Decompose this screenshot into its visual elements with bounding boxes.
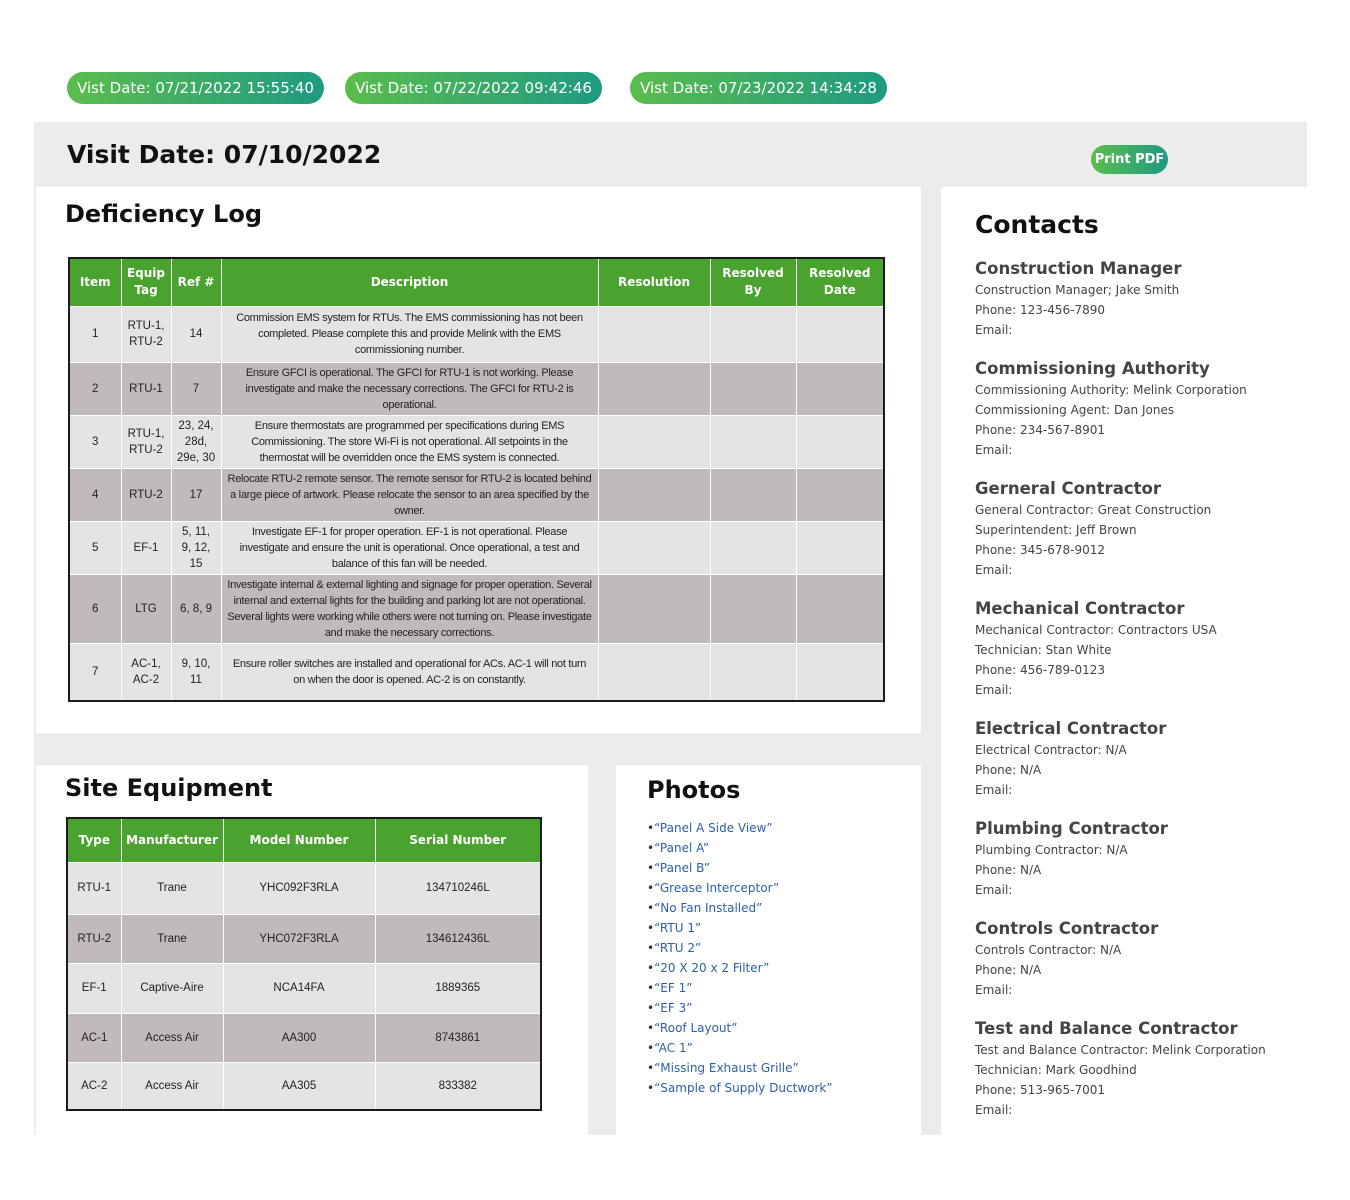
cell-model: AA305: [223, 1062, 375, 1110]
photo-link[interactable]: “EF 3”: [654, 1001, 693, 1015]
contact-group-mechanical-contractor: [975, 598, 1295, 700]
cell-manufacturer: Access Air: [121, 1062, 223, 1110]
col-type: Type: [67, 818, 121, 862]
contact-line: Plumbing Contractor: N/A: [975, 843, 1128, 857]
cell-resolved-date: [796, 306, 884, 362]
cell-item: 1: [69, 306, 121, 362]
contact-line: Technician: Stan White: [975, 643, 1112, 657]
cell-tag: EF-1: [121, 521, 171, 574]
contact-line: Phone: N/A: [975, 763, 1042, 777]
contact-line: Commissioning Authority: Melink Corporation: [975, 383, 1247, 397]
photo-link[interactable]: “No Fan Installed”: [654, 901, 763, 915]
cell-resolution: [598, 574, 710, 643]
photo-link[interactable]: “Panel A Side View”: [654, 821, 773, 835]
photo-link[interactable]: “AC 1”: [654, 1041, 693, 1055]
cell-resolved-by: [710, 362, 796, 415]
contact-line: Mechanical Contractor: Contractors USA: [975, 623, 1217, 637]
photo-link[interactable]: “EF 1”: [654, 981, 693, 995]
contact-line: General Contractor: Great Construction: [975, 503, 1212, 517]
cell-ref: 6, 8, 9: [171, 574, 221, 643]
contact-line: Phone: N/A: [975, 863, 1042, 877]
cell-resolved-date: [796, 415, 884, 468]
col-item: Item: [69, 258, 121, 306]
col-equip-tag: Equip Tag: [121, 258, 171, 306]
cell-resolution: [598, 415, 710, 468]
deficiency-log-title: Deficiency Log: [65, 200, 262, 228]
cell-description: Investigate EF-1 for proper operation. EF-1 is not operational. Please investigate and ensure the unit is operational. Once operational, a test and balance of this fan will be needed.: [221, 521, 598, 574]
col-resolution: Resolution: [598, 258, 710, 306]
photo-item: •“20 X 20 x 2 Filter”: [647, 961, 770, 975]
contact-heading: Construction Manager: [975, 259, 1182, 278]
cell-resolved-by: [710, 306, 796, 362]
contact-line: Phone: 456-789-0123: [975, 663, 1106, 677]
photo-link[interactable]: “20 X 20 x 2 Filter”: [654, 961, 770, 975]
photos-title: Photos: [647, 776, 741, 804]
cell-manufacturer: Captive-Aire: [121, 963, 223, 1013]
cell-model: YHC072F3RLA: [223, 914, 375, 963]
contact-group-electrical-contractor: [975, 718, 1295, 800]
cell-item: 5: [69, 521, 121, 574]
cell-manufacturer: Access Air: [121, 1013, 223, 1062]
cell-serial: 833382: [375, 1062, 541, 1110]
contact-heading: Gerneral Contractor: [975, 479, 1161, 498]
contact-line: Phone: 345-678-9012: [975, 543, 1106, 557]
cell-serial: 134710246L: [375, 862, 541, 914]
table-row: [69, 362, 884, 415]
cell-tag: LTG: [121, 574, 171, 643]
col-resolved-date: Resolved Date: [796, 258, 884, 306]
cell-tag: RTU-1, RTU-2: [121, 306, 171, 362]
cell-ref: 17: [171, 468, 221, 521]
col-description: Description: [221, 258, 598, 306]
deficiency-table: [68, 257, 885, 702]
visit-tab-1[interactable]: Vist Date: 07/21/2022 15:55:40: [67, 72, 324, 104]
contact-heading: Mechanical Contractor: [975, 599, 1185, 618]
cell-ref: 14: [171, 306, 221, 362]
table-row: [69, 306, 884, 362]
photo-link[interactable]: “Missing Exhaust Grille”: [654, 1061, 799, 1075]
contact-group-construction-manager: [975, 258, 1295, 340]
site-equipment-title: Site Equipment: [65, 774, 273, 802]
contact-group-general-contractor: [975, 478, 1295, 580]
cell-model: YHC092F3RLA: [223, 862, 375, 914]
photo-link[interactable]: “Panel B”: [654, 861, 710, 875]
cell-model: AA300: [223, 1013, 375, 1062]
table-row: [69, 574, 884, 643]
cell-resolved-by: [710, 415, 796, 468]
cell-type: RTU-2: [67, 914, 121, 963]
cell-resolution: [598, 468, 710, 521]
col-model-number: Model Number: [223, 818, 375, 862]
col-resolved-by: Resolved By: [710, 258, 796, 306]
photo-item: •“Grease Interceptor”: [647, 881, 780, 895]
photo-item: •“No Fan Installed”: [647, 901, 763, 915]
visit-date-title: Visit Date: 07/10/2022: [67, 140, 382, 169]
photo-link[interactable]: “Grease Interceptor”: [654, 881, 780, 895]
cell-resolved-by: [710, 468, 796, 521]
photo-link[interactable]: “Roof Layout”: [654, 1021, 738, 1035]
cell-tag: RTU-1: [121, 362, 171, 415]
photo-item: •“RTU 2”: [647, 941, 702, 955]
contact-line: Phone: N/A: [975, 963, 1042, 977]
photo-link[interactable]: “Panel A”: [654, 841, 710, 855]
photo-link[interactable]: “RTU 2”: [654, 941, 702, 955]
cell-resolved-by: [710, 521, 796, 574]
contact-line: Technician: Mark Goodhind: [975, 1063, 1137, 1077]
contact-line: Commissioning Agent: Dan Jones: [975, 403, 1175, 417]
cell-item: 2: [69, 362, 121, 415]
cell-resolved-by: [710, 574, 796, 643]
site-equipment-table: [66, 817, 542, 1111]
cell-manufacturer: Trane: [121, 914, 223, 963]
print-pdf-button[interactable]: Print PDF: [1091, 145, 1168, 174]
contact-heading: Electrical Contractor: [975, 719, 1167, 738]
cell-ref: 9, 10, 11: [171, 643, 221, 701]
cell-model: NCA14FA: [223, 963, 375, 1013]
cell-type: AC-1: [67, 1013, 121, 1062]
col-serial-number: Serial Number: [375, 818, 541, 862]
cell-description: Ensure roller switches are installed and operational for ACs. AC-1 will not turn on when the door is opened. AC-2 is on constantly.: [221, 643, 598, 701]
table-row: [69, 468, 884, 521]
contact-line: Electrical Contractor: N/A: [975, 743, 1127, 757]
contact-line: Controls Contractor: N/A: [975, 943, 1122, 957]
contact-line: Email:: [975, 323, 1013, 337]
contact-line: Test and Balance Contractor: Melink Corporation: [975, 1043, 1266, 1057]
cell-serial: 134612436L: [375, 914, 541, 963]
contact-group-controls-contractor: [975, 918, 1295, 1000]
contact-line: Email:: [975, 883, 1013, 897]
cell-description: Relocate RTU-2 remote sensor. The remote sensor for RTU-2 is located behind a large piece of artwork. Please relocate the sensor to an area specified by the owner.: [221, 468, 598, 521]
cell-manufacturer: Trane: [121, 862, 223, 914]
visit-tab-2[interactable]: Vist Date: 07/22/2022 09:42:46: [345, 72, 602, 104]
table-row: [67, 1062, 541, 1110]
cell-resolution: [598, 362, 710, 415]
cell-resolved-date: [796, 362, 884, 415]
cell-resolved-date: [796, 574, 884, 643]
contact-heading: Plumbing Contractor: [975, 819, 1168, 838]
cell-serial: 1889365: [375, 963, 541, 1013]
contact-group-commissioning-authority: [975, 358, 1295, 460]
cell-resolution: [598, 521, 710, 574]
cell-item: 3: [69, 415, 121, 468]
cell-ref: 5, 11, 9, 12, 15: [171, 521, 221, 574]
cell-tag: AC-1, AC-2: [121, 643, 171, 701]
photo-item: •“Panel B”: [647, 861, 710, 875]
visit-tab-3[interactable]: Vist Date: 07/23/2022 14:34:28: [630, 72, 887, 104]
cell-item: 7: [69, 643, 121, 701]
contact-heading: Commissioning Authority: [975, 359, 1210, 378]
cell-type: RTU-1: [67, 862, 121, 914]
contacts-title: Contacts: [975, 210, 1099, 239]
contact-line: Email:: [975, 983, 1013, 997]
photo-link[interactable]: “RTU 1”: [654, 921, 702, 935]
photo-item: •“Missing Exhaust Grille”: [647, 1061, 799, 1075]
table-row: [67, 963, 541, 1013]
contact-heading: Controls Contractor: [975, 919, 1159, 938]
photo-item: •“RTU 1”: [647, 921, 702, 935]
cell-tag: RTU-2: [121, 468, 171, 521]
table-row: [67, 914, 541, 963]
photo-item: •“AC 1”: [647, 1041, 693, 1055]
contact-group-test-and-balance: [975, 1018, 1295, 1120]
col-ref: Ref #: [171, 258, 221, 306]
deficiency-header-row: [69, 258, 884, 306]
contact-heading: Test and Balance Contractor: [975, 1019, 1238, 1038]
contact-line: Email:: [975, 683, 1013, 697]
contact-line: Superintendent: Jeff Brown: [975, 523, 1137, 537]
table-row: [67, 862, 541, 914]
cell-item: 6: [69, 574, 121, 643]
cell-type: EF-1: [67, 963, 121, 1013]
cell-ref: 23, 24, 28d, 29e, 30: [171, 415, 221, 468]
contact-line: Phone: 513-965-7001: [975, 1083, 1106, 1097]
cell-type: AC-2: [67, 1062, 121, 1110]
contact-line: Phone: 123-456-7890: [975, 303, 1106, 317]
cell-item: 4: [69, 468, 121, 521]
photo-item: •“Panel A Side View”: [647, 821, 773, 835]
table-row: [69, 521, 884, 574]
photo-link[interactable]: “Sample of Supply Ductwork”: [654, 1081, 833, 1095]
table-row: [67, 1013, 541, 1062]
photo-item: •“EF 3”: [647, 1001, 693, 1015]
photo-list: [647, 818, 833, 1098]
contact-line: Email:: [975, 443, 1013, 457]
cell-resolved-by: [710, 643, 796, 701]
cell-description: Commission EMS system for RTUs. The EMS commissioning has not been completed. Please complete this and provide Melink with the EMS commissioning number.: [221, 306, 598, 362]
contact-line: Phone: 234-567-8901: [975, 423, 1106, 437]
contact-line: Construction Manager; Jake Smith: [975, 283, 1180, 297]
photo-item: •“EF 1”: [647, 981, 693, 995]
cell-description: Ensure thermostats are programmed per specifications during EMS Commissioning. The store Wi-Fi is not operational. All setpoints in the thermostat will be overridden once the EMS system is connected.: [221, 415, 598, 468]
cell-resolution: [598, 306, 710, 362]
cell-resolved-date: [796, 468, 884, 521]
cell-tag: RTU-1, RTU-2: [121, 415, 171, 468]
photo-item: •“Sample of Supply Ductwork”: [647, 1081, 833, 1095]
cell-serial: 8743861: [375, 1013, 541, 1062]
contact-group-plumbing-contractor: [975, 818, 1295, 900]
table-row: [69, 415, 884, 468]
col-manufacturer: Manufacturer: [121, 818, 223, 862]
cell-ref: 7: [171, 362, 221, 415]
contact-line: Email:: [975, 783, 1013, 797]
contact-line: Email:: [975, 1103, 1013, 1117]
cell-resolution: [598, 643, 710, 701]
photo-item: •“Roof Layout”: [647, 1021, 738, 1035]
equipment-header-row: [67, 818, 541, 862]
cell-resolved-date: [796, 521, 884, 574]
cell-resolved-date: [796, 643, 884, 701]
cell-description: Ensure GFCI is operational. The GFCI for RTU-1 is not working. Please investigate and make the necessary corrections. The GFCI for RTU-2 is operational.: [221, 362, 598, 415]
table-row: [69, 643, 884, 701]
photo-item: •“Panel A”: [647, 841, 710, 855]
contact-line: Email:: [975, 563, 1013, 577]
cell-description: Investigate internal & external lighting and signage for proper operation. Several internal and external lights for the building and parking lot are not operational. Several lights were working while others were not turning on. Please investigate and make the necessary corrections.: [221, 574, 598, 643]
